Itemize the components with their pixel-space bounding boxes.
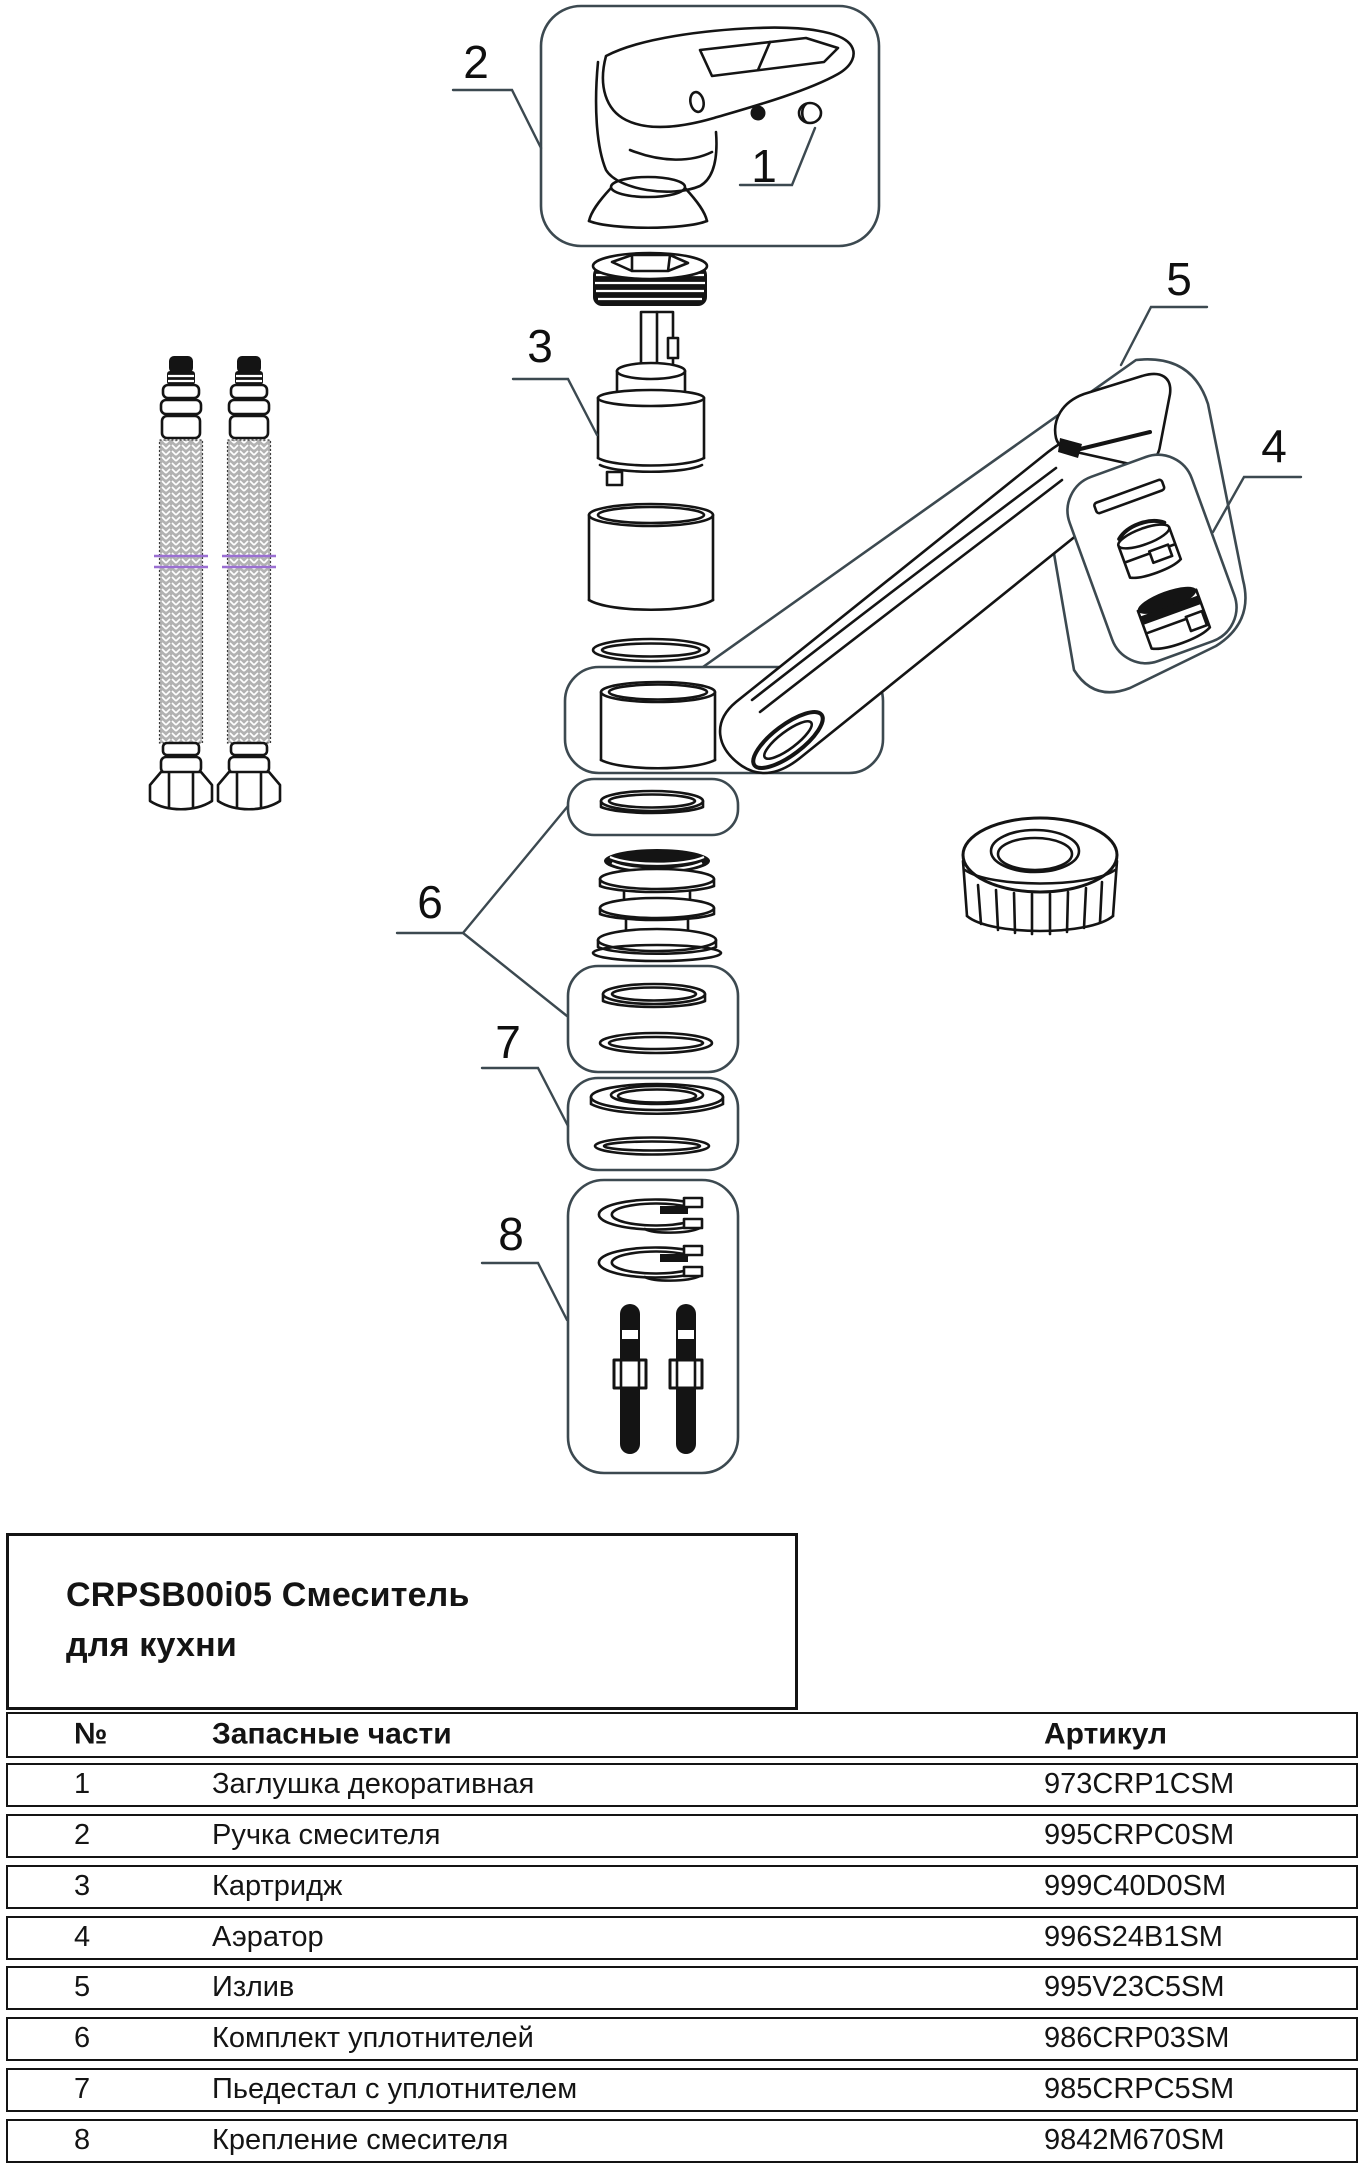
table-row [6,2119,1358,2163]
callout-seals: 6 [417,876,443,928]
leader-cartridge [513,379,597,435]
header-article: Артикул [1044,1717,1168,1751]
row-number: 4 [74,1920,91,1953]
row-article: 999C40D0SM [1044,1869,1227,1902]
row-article: 995CRPC0SM [1044,1818,1235,1851]
callout-handle: 2 [463,36,489,88]
table-header-row [6,1712,1358,1758]
cartridge-sleeve [589,504,713,610]
callout-plug: 1 [751,140,777,192]
row-number: 1 [74,1767,91,1800]
half-moon-plate [599,1198,702,1233]
title-box [6,1533,798,1710]
row-name: Крепление смесителя [212,2123,509,2156]
header-name: Запасные части [212,1717,452,1751]
leader-mounting [482,1263,567,1320]
leader-aerator [1213,477,1301,532]
table-row [6,1763,1358,1807]
row-name: Пьедестал с уплотнителем [212,2072,578,2105]
table-row [6,2068,1358,2112]
handle-group-box [541,6,879,246]
table-row [6,2017,1358,2061]
callout-mounting: 8 [498,1208,524,1260]
leader-pedestal [482,1068,568,1126]
cartridge-drawing [598,312,704,485]
pedestal-box [568,1078,738,1170]
leader-spout [1121,307,1207,365]
row-article: 9842M670SM [1044,2123,1225,2156]
half-moon-plate [599,1246,702,1281]
callout-spout: 5 [1166,253,1192,305]
row-name: Аэратор [212,1920,324,1953]
row-name: Заглушка декоративная [212,1767,535,1800]
handle-lever-drawing [596,28,854,192]
header-num: № [74,1717,108,1751]
product-title-line1: CRPSB00i05 Смеситель [66,1576,470,1614]
flex-hose [150,356,212,809]
table-row [6,1814,1358,1858]
flex-hoses [150,356,280,809]
handle-dome-base [589,177,707,228]
row-article: 973CRP1CSM [1044,1767,1235,1800]
cartridge-retainer-nut [593,253,707,306]
row-number: 5 [74,1970,91,2003]
row-number: 2 [74,1818,91,1851]
row-number: 6 [74,2021,91,2054]
callout-pedestal: 7 [495,1016,521,1068]
body-o-ring [593,639,709,661]
table-row [6,1865,1358,1909]
row-name: Излив [212,1970,295,2003]
seal-box-top [568,779,738,835]
mounting-locknut [963,818,1117,934]
row-number: 8 [74,2123,91,2156]
row-article: 996S24B1SM [1044,1920,1223,1953]
row-number: 7 [74,2072,91,2105]
row-name: Картридж [212,1869,343,1902]
seal-stack [593,849,721,961]
decorative-plug-drawing [799,103,821,123]
aerator-box [1057,445,1246,674]
seal-box-bottom [568,966,738,1072]
callout-cartridge: 3 [527,320,553,372]
handle-screw-dot [751,106,766,121]
row-name: Ручка смесителя [212,1818,441,1851]
product-title-line2: для кухни [66,1626,237,1664]
row-name: Комплект уплотнителей [212,2021,534,2054]
table-row [6,1966,1358,2010]
mounting-box [568,1180,738,1473]
row-article: 995V23C5SM [1044,1970,1225,2003]
mounting-stud [670,1304,702,1454]
row-article: 985CRPC5SM [1044,2072,1235,2105]
row-number: 3 [74,1869,91,1902]
table-row [6,1916,1358,1960]
mounting-stud [614,1304,646,1454]
flex-hose [218,356,280,809]
leader-handle [453,90,541,148]
callout-aerator: 4 [1261,420,1287,472]
row-article: 986CRP03SM [1044,2021,1230,2054]
